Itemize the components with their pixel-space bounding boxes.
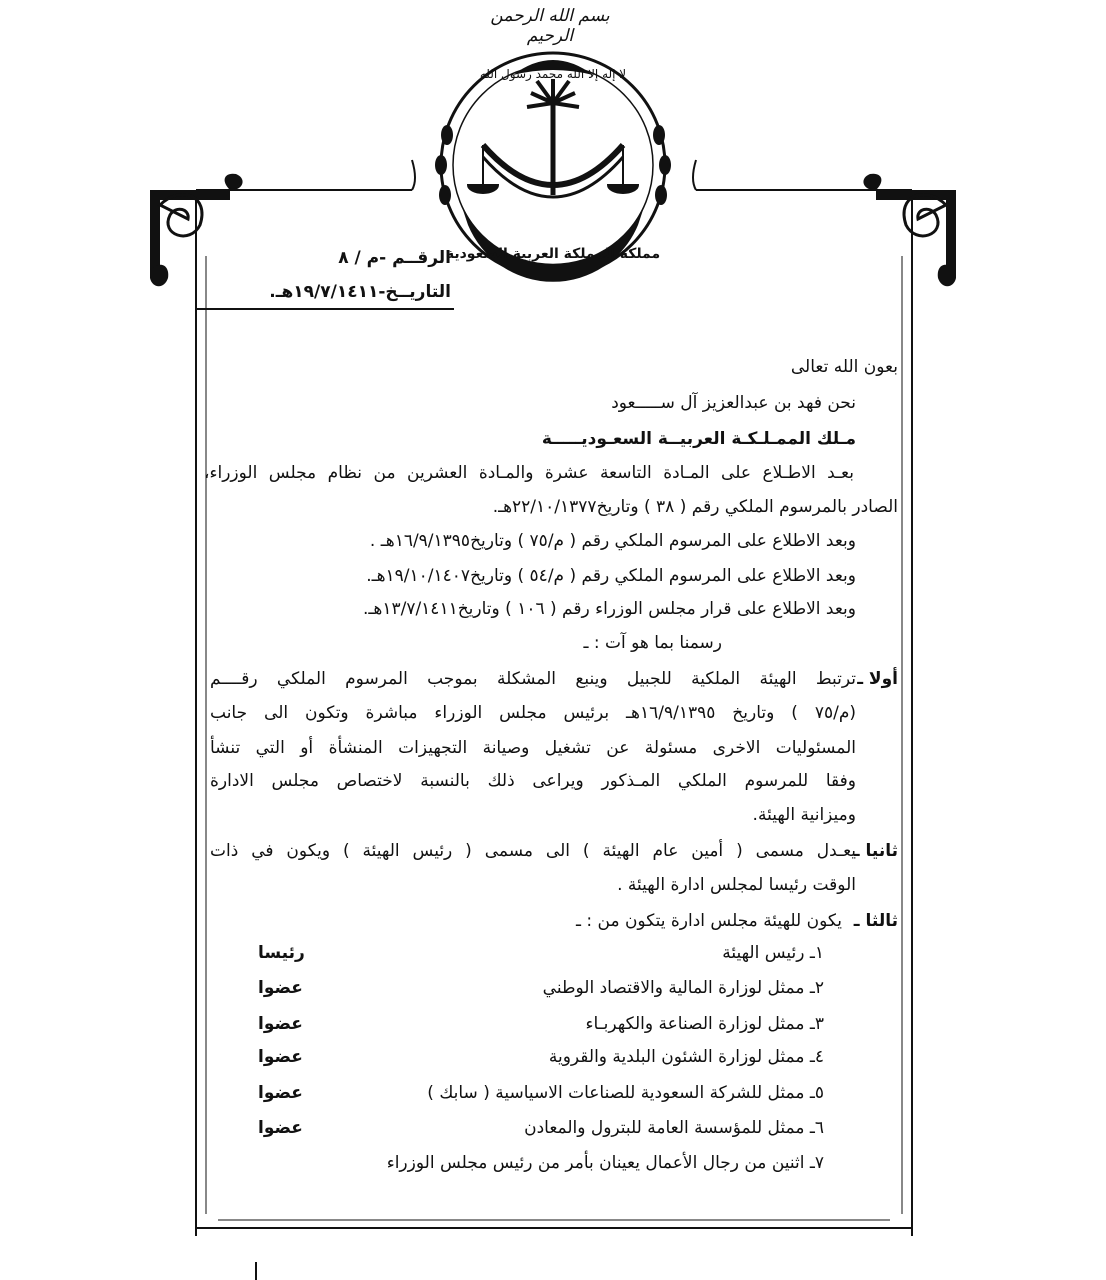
board-member-7: ٧ـ اثنين من رجال الأعمال يعينان بأمر من رئيس مجلس الوزراء xyxy=(386,1153,824,1173)
reference-date: التاريــخ-١٩/٧/١٤١١هـ. xyxy=(269,282,451,302)
article-3-label: ثالثا ـ xyxy=(853,911,898,931)
recital-4: وبعد الاطلاع على قرار مجلس الوزراء رقم ( ١٠٦ ) وتاريخ١٣/٧/١٤١١هـ. xyxy=(362,599,856,619)
article-1-line-2: (م/٧٥ ) وتاريخ ١٦/٩/١٣٩٥هـ برئيس مجلس الوزراء مباشرة وتكون الى جانب xyxy=(210,703,856,723)
basmala: بسم الله الرحمن الرحيم xyxy=(490,6,610,46)
reference-number: الرقــم -م / ٨ xyxy=(338,248,451,268)
king-title: مـلك الممـلـكـة العربيــة السعـوديـــــة xyxy=(541,429,856,449)
board-member-3: ٣ـ ممثل لوزارة الصناعة والكهربـاء xyxy=(585,1014,824,1034)
reference-underline xyxy=(196,308,454,310)
board-member-1-role: رئيسا xyxy=(258,943,305,963)
recital-3: وبعد الاطلاع على المرسوم الملكي رقم ( م/٥٤ ) وتاريخ١٩/١٠/١٤٠٧هـ. xyxy=(366,566,856,586)
board-member-5: ٥ـ ممثل للشركة السعودية للصناعات الاسياسية ( سابك ) xyxy=(427,1083,824,1103)
emblem-top-inscription: لا إله إلا الله محمد رسول الله xyxy=(479,67,627,81)
article-1-line-1: ترتبط الهيئة الملكية للجبيل وينبع المشكلة بموجب المرسوم الملكي رقــــم xyxy=(210,669,856,689)
board-member-2: ٢ـ ممثل لوزارة المالية والاقتصاد الوطني xyxy=(542,978,824,998)
opening-line: بعون الله تعالى xyxy=(790,357,898,377)
board-member-6: ٦ـ ممثل للمؤسسة العامة للبترول والمعادن xyxy=(524,1118,824,1138)
article-1-line-3: المسئوليات الاخرى مسئولة عن تشغيل وصيانة التجهيزات المنشأة أو التي تنشأ xyxy=(210,738,856,758)
article-3-line-1: يكون للهيئة مجلس ادارة يتكون من : ـ xyxy=(575,911,842,931)
decree-intro: رسمنا بما هو آت : ـ xyxy=(583,633,722,653)
article-1-label: أولا ـ xyxy=(857,669,898,689)
emblem-bottom-inscription: مملكة المملكة العربية السعودية xyxy=(445,246,661,262)
king-name: نحن فهد بن عبدالعزيز آل ســـــعود xyxy=(611,393,856,413)
article-2-line-1: يعـدل مسمى ( أمين عام الهيئة ) الى مسمى ( رئيس الهيئة ) ويكون في ذات xyxy=(210,841,856,861)
board-member-6-role: عضوا xyxy=(258,1118,303,1138)
board-member-5-role: عضوا xyxy=(258,1083,303,1103)
board-member-4-role: عضوا xyxy=(258,1047,303,1067)
article-1-line-4: وفقا للمرسوم الملكي المـذكور ويراعى ذلك بالنسبة لاختصاص مجلس الادارة xyxy=(210,771,856,791)
article-2-line-2: الوقت رئيسا لمجلس ادارة الهيئة . xyxy=(617,875,856,895)
recital-2: وبعد الاطلاع على المرسوم الملكي رقم ( م/٧٥ ) وتاريخ١٦/٩/١٣٩٥هـ . xyxy=(369,531,856,551)
board-member-1: ١ـ رئيس الهيئة xyxy=(722,943,824,963)
board-member-2-role: عضوا xyxy=(258,978,303,998)
recital-1-line-1: بعـد الاطـلاع على المـادة التاسعة عشرة والمـادة العشرين من نظام مجلس الوزراء، xyxy=(204,463,854,483)
article-1-line-5: وميزانية الهيئة. xyxy=(752,805,856,825)
article-2-label: ثانيا ـ xyxy=(853,841,898,861)
board-member-4: ٤ـ ممثل لوزارة الشئون البلدية والقروية xyxy=(548,1047,824,1067)
corner-ornament-top-right xyxy=(863,174,956,287)
board-member-3-role: عضوا xyxy=(258,1014,303,1034)
recital-1-line-2: الصادر بالمرسوم الملكي رقم ( ٣٨ ) وتاريخ٢٢/١٠/١٣٧٧هـ. xyxy=(492,497,898,517)
